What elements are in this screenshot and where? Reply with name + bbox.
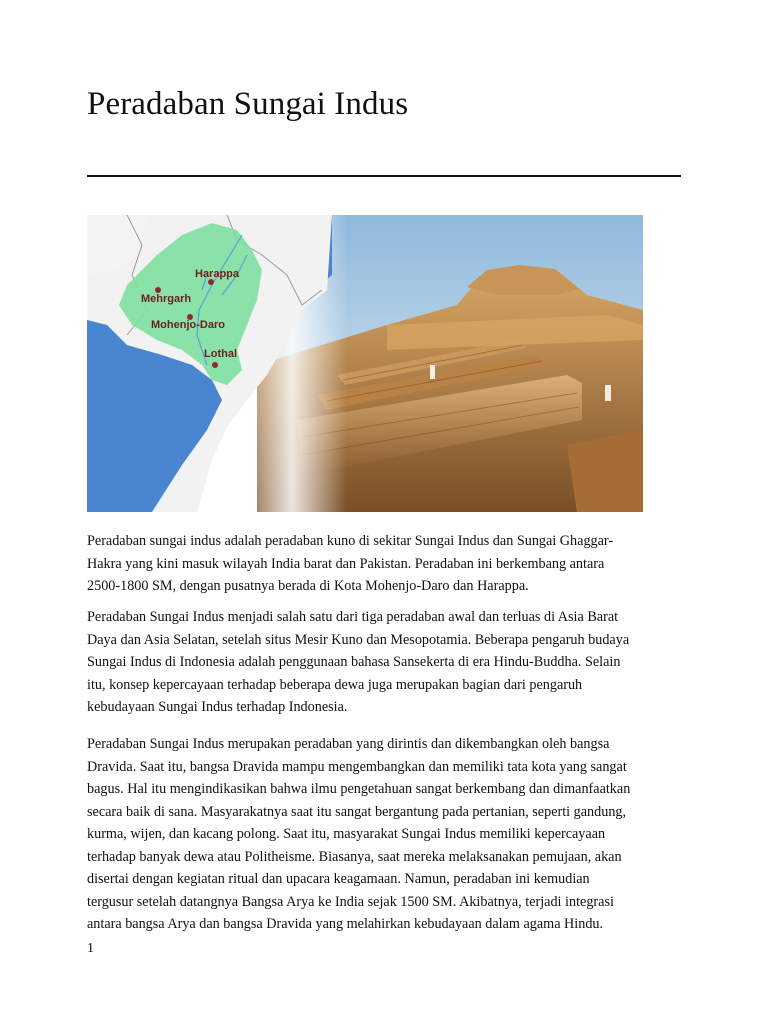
paragraph-line: Hakra yang kini masuk wilayah India barat dan Pakistan. Peradaban ini berkembang antara bbox=[87, 555, 605, 572]
paragraph-2 bbox=[87, 606, 681, 719]
paragraph-line: Sungai Indus di Indonesia adalah penggunaan bahasa Sansekerta di era Hindu-Buddha. Selain bbox=[87, 654, 621, 670]
page-number: 1 bbox=[87, 941, 94, 956]
paragraph-line: disertai dengan kegiatan ritual dan upacara keagamaan. Namun, peradaban ini kemudian bbox=[87, 871, 590, 887]
paragraph-line: kurma, wijen, dan kacang polong. Saat itu, masyarakat Sungai Indus memiliki kepercayaan bbox=[87, 826, 606, 842]
paragraph-line: Daya dan Asia Selatan, setelah situs Mesir Kuno dan Mesopotamia. Beberapa pengaruh budaya bbox=[87, 631, 630, 648]
paragraph-line: Peradaban sungai indus adalah peradaban kuno di sekitar Sungai Indus dan Sungai Ghaggar- bbox=[87, 533, 614, 549]
paragraph-line: antara bangsa Arya dan bangsa Dravida yang melahirkan kebudayaan dalam agama Hindu. bbox=[87, 916, 604, 932]
map-label-mehrgarh: Mehrgarh bbox=[141, 293, 192, 305]
title-divider bbox=[87, 175, 681, 177]
paragraph-line: 2500-1800 SM, dengan pusatnya berada di Kota Mohenjo-Daro dan Harappa. bbox=[87, 578, 529, 594]
indus-map-and-ruins-image bbox=[87, 215, 643, 512]
paragraph-1 bbox=[87, 530, 681, 598]
paragraph-line: Peradaban Sungai Indus menjadi salah satu dari tiga peradaban awal dan terluas di Asia Barat bbox=[87, 609, 619, 625]
paragraph-line: terhadap banyak dewa atau Politheisme. Biasanya, saat mereka melaksanakan pemujaan, akan bbox=[87, 848, 622, 865]
paragraph-line: itu, konsep kepercayaan terhadap beberapa dewa juga merupakan bagian dari pengaruh bbox=[87, 676, 583, 693]
paragraph-line: Dravida. Saat itu, bangsa Dravida mampu mengembangkan dan memiliki tata kota yang sangat bbox=[87, 758, 627, 775]
paragraph-line: secara baik di sana. Masyarakatnya saat itu sangat bergantung pada pertanian, seperti gandung, bbox=[87, 803, 627, 820]
map-label-lothal: Lothal bbox=[204, 348, 237, 360]
document-title: Peradaban Sungai Indus bbox=[87, 86, 409, 122]
map-label-mohenjo-daro: Mohenjo-Daro bbox=[151, 319, 225, 331]
map-label-harappa: Harappa bbox=[195, 268, 240, 280]
paragraph-line: tergusur setelah datangnya Bangsa Arya ke India sejak 1500 SM. Akibatnya, terjadi integrasi bbox=[87, 893, 614, 910]
paragraph-line: bagus. Hal itu mengindikasikan bahwa ilmu pengetahuan sangat berkembang dan dimanfaatkan bbox=[87, 781, 631, 797]
paragraph-line: kebudayaan Sungai Indus terhadap Indonesia. bbox=[87, 699, 348, 715]
paragraph-line: Peradaban Sungai Indus merupakan peradaban yang dirintis dan dikembangkan oleh bangsa bbox=[87, 736, 610, 752]
paragraph-3 bbox=[87, 733, 681, 936]
